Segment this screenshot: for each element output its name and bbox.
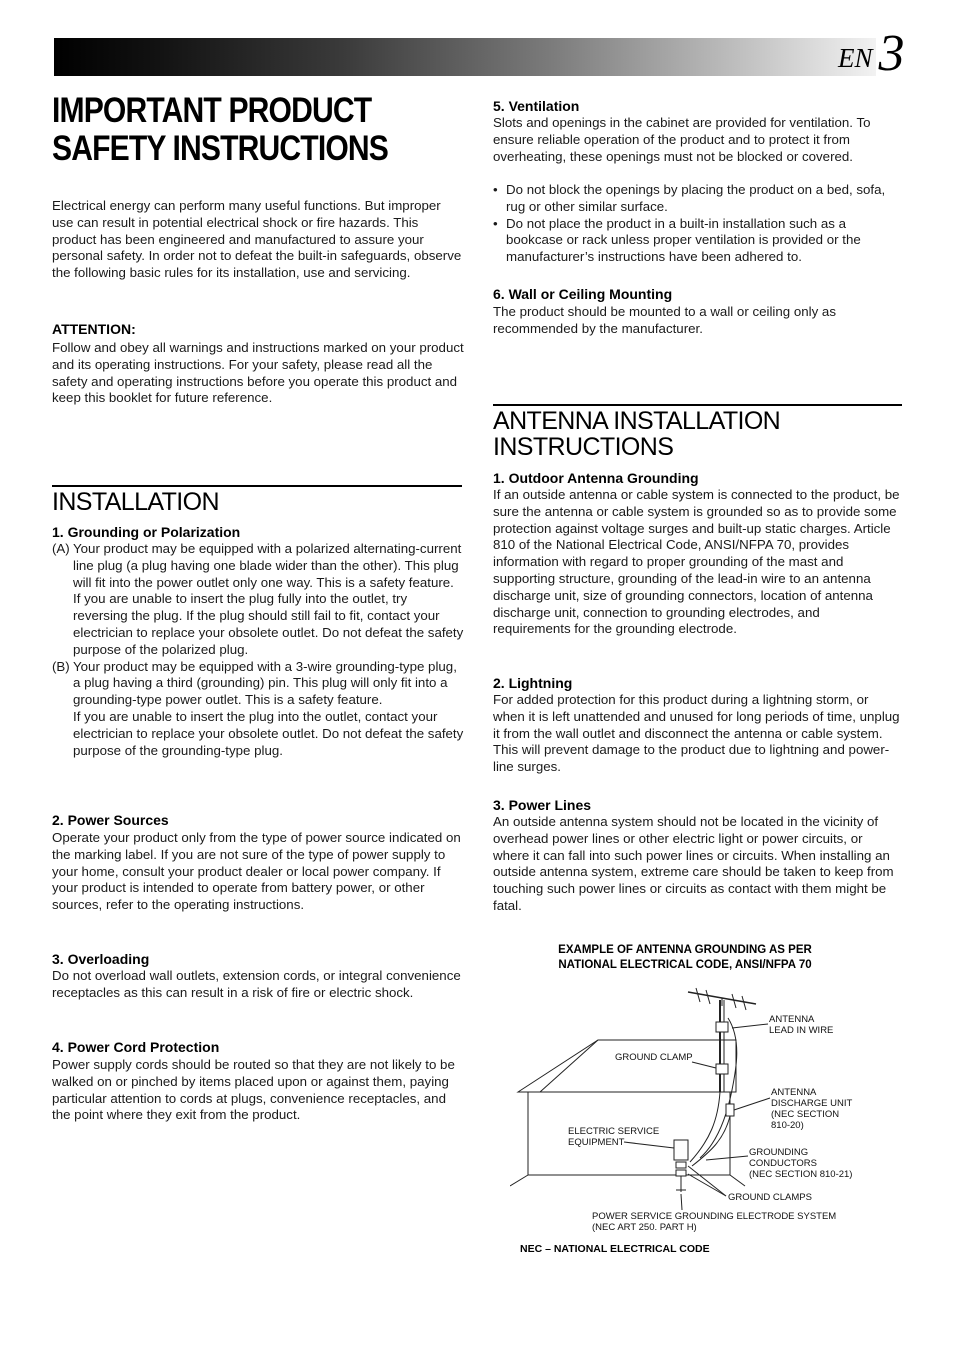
item-marker: (A): [52, 541, 70, 556]
label-antenna-2: LEAD IN WIRE: [769, 1025, 834, 1036]
list-item: [52, 659, 464, 760]
diagram-title-line2: NATIONAL ELECTRICAL CODE, ANSI/NFPA 70: [558, 959, 812, 971]
installation-heading: INSTALLATION: [52, 485, 462, 515]
label-electric-1: ELECTRIC SERVICE: [568, 1126, 660, 1137]
label-electric-2: EQUIPMENT: [568, 1137, 625, 1148]
attention-text: Follow and obey all warnings and instructions marked on your product and its operating instructions. For your safety, please read all the safety and operating instructions before you operate this product and keep this booklet for future reference.: [52, 340, 464, 406]
header-bar: [54, 38, 876, 76]
power-lines-heading: 3. Power Lines: [493, 797, 592, 813]
bullet-marker: •: [493, 215, 498, 231]
label-discharge-3: (NEC SECTION: [771, 1109, 840, 1120]
label-conductors-3: (NEC SECTION 810-21): [749, 1169, 853, 1180]
label-discharge-4: 810-20): [771, 1120, 804, 1131]
label-conductors-2: CONDUCTORS: [749, 1158, 817, 1169]
item-text: [73, 541, 464, 659]
cord-text: Power supply cords should be routed so that they are not likely to be walked on or pinched by items placed upon or against them, paying particular attention to cords at plugs, convenience receptacles, and the point where they exit from the product.: [52, 1057, 455, 1123]
antenna-heading: [493, 404, 902, 460]
language-code: EN: [838, 43, 873, 73]
lightning-text: For added protection for this product during a lightning storm, or when it is left unattended and unused for long periods of time, unplug it from the wall outlet and disconnect the antenna or cable system. This will prevent damage to the product due to lightning and power-line surges.: [493, 692, 900, 775]
power-sources-heading: 2. Power Sources: [52, 812, 169, 828]
wall-mounting-text: The product should be mounted to a wall or ceiling only as recommended by the manufacturer.: [493, 304, 836, 336]
lightning-heading: 2. Lightning: [493, 675, 573, 691]
cord-heading: 4. Power Cord Protection: [52, 1039, 220, 1055]
wall-mounting-heading: 6. Wall or Ceiling Mounting: [493, 286, 673, 302]
page-title-line2: SAFETY INSTRUCTIONS: [52, 129, 388, 168]
intro-paragraph: Electrical energy can perform many useful functions. But improper use can result in potential electrical shock or fire hazards. This product has been engineered and manufactured to assure your personal safety. In order not to defeat the built-in safeguards, observe the following basic rules for its installation, use and servicing.: [52, 198, 462, 281]
antenna-section: [493, 404, 902, 460]
label-discharge-1: ANTENNA: [771, 1087, 817, 1098]
item-text: [73, 659, 464, 760]
antenna-heading-line2: INSTRUCTIONS: [493, 433, 674, 461]
bullet-text: Do not place the product in a built-in installation such as a bookcase or rack unless proper ventilation is provided or the manufacturer’s instructions have been adhered to.: [506, 215, 861, 265]
overloading-text: Do not overload wall outlets, extension cords, or integral convenience receptacles as this can result in a risk of fire or electric shock.: [52, 968, 461, 1000]
label-electrode-2: (NEC ART 250. PART H): [592, 1222, 697, 1233]
item-text-b1: Your product may be equipped with a 3-wire grounding-type plug, a plug having a third (grounding) pin. This plug will only fit into a grounding-type power outlet. This is a safety feature.: [73, 658, 457, 708]
diagram-title: [520, 943, 850, 973]
page-number-value: 3: [878, 25, 905, 82]
grounding-list: [52, 541, 464, 759]
label-ground-clamps: GROUND CLAMPS: [728, 1192, 812, 1203]
attention-heading: ATTENTION:: [52, 321, 136, 337]
installation-section: [52, 485, 462, 515]
outdoor-grounding-text: If an outside antenna or cable system is connected to the product, be sure the antenna or cable system is grounded so as to provide some protection against voltage surges and built-up static charges. Article 810 of the National Electrical Code, ANSI/NFPA 70, provides information with regard to proper grounding of the mast and supporting structure, grounding of the lead-in wire to an antenna discharge unit, size of grounding connectors, location of antenna discharge unit, connection to grounding electrodes, and requirements for the grounding electrode.: [493, 487, 900, 637]
grounding-heading: 1. Grounding or Polarization: [52, 524, 241, 540]
overloading-heading: 3. Overloading: [52, 951, 150, 967]
ventilation-bullets: [493, 182, 897, 266]
antenna-grounding-diagram: [510, 980, 870, 1240]
label-electrode-1: POWER SERVICE GROUNDING ELECTRODE SYSTEM: [592, 1211, 837, 1222]
page-number: [838, 20, 905, 80]
list-item: [493, 216, 897, 266]
page-title-line1: IMPORTANT PRODUCT: [52, 91, 372, 130]
outdoor-grounding-heading: 1. Outdoor Antenna Grounding: [493, 470, 699, 486]
house-drawing: [510, 988, 770, 1210]
antenna-heading-line1: ANTENNA INSTALLATION: [493, 407, 781, 435]
ventilation-heading: 5. Ventilation: [493, 98, 580, 114]
page-title: [52, 92, 413, 168]
item-text-a2: If you are unable to insert the plug fully into the outlet, try reversing the plug. If the plug should still fail to fit, contact your electrician to replace your obsolete outlet. Do not defeat the safety purpose of the polarized plug.: [73, 591, 464, 657]
power-lines-text: An outside antenna system should not be located in the vicinity of overhead power lines or other electric light or power circuits, or where it can fall into such power lines or circuits. When installing an outside antenna system, extreme care should be taken to keep from touching such power lines or circuits as contact with them might be fatal.: [493, 814, 894, 913]
item-marker: (B): [52, 658, 70, 674]
list-item: [52, 541, 464, 659]
label-ground-clamp: GROUND CLAMP: [615, 1052, 693, 1063]
diagram-footnote: NEC – NATIONAL ELECTRICAL CODE: [520, 1243, 710, 1255]
bullet-text: Do not block the openings by placing the product on a bed, sofa, rug or other similar surface.: [506, 182, 886, 214]
item-text-b2: If you are unable to insert the plug into the outlet, contact your electrician to replace your obsolete outlet. Do not defeat the safety purpose of the grounding-type plug.: [73, 708, 464, 758]
ventilation-text: Slots and openings in the cabinet are provided for ventilation. To ensure reliable operation of the product and to protect it from overheating, these openings must not be blocked or covered.: [493, 115, 871, 164]
item-text-a1: Your product may be equipped with a polarized alternating-current line plug (a plug having one blade wider than the other). This plug will fit into the power outlet only one way. This is a safety feature.: [73, 541, 462, 590]
diagram-title-line1: EXAMPLE OF ANTENNA GROUNDING AS PER: [558, 944, 812, 956]
power-sources-text: Operate your product only from the type of power source indicated on the marking label. If you are not sure of the type of power supply to your home, consult your product dealer or local power company. If your product is intended to operate from battery power, or other sources, refer to the operating instructions.: [52, 830, 461, 913]
list-item: [493, 182, 897, 216]
label-antenna-1: ANTENNA: [769, 1014, 815, 1025]
label-discharge-2: DISCHARGE UNIT: [771, 1098, 853, 1109]
label-conductors-1: GROUNDING: [749, 1147, 809, 1158]
bullet-marker: •: [493, 182, 498, 197]
